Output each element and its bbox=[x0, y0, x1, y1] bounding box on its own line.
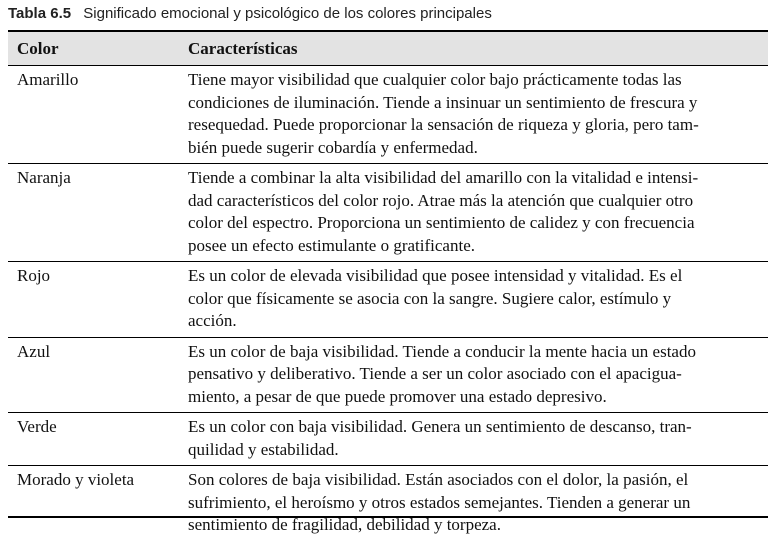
text-line: Es un color con baja visibilidad. Genera un sentimiento de descanso, tran- bbox=[188, 417, 692, 436]
table-row bbox=[8, 413, 768, 466]
row-characteristics bbox=[188, 469, 768, 537]
header-color: Color bbox=[17, 38, 59, 58]
header-characteristics: Características bbox=[188, 38, 298, 58]
row-characteristics bbox=[188, 265, 768, 333]
table-row bbox=[8, 466, 768, 541]
text-line: Tiene mayor visibilidad que cualquier color bajo prácticamente todas las bbox=[188, 70, 682, 89]
row-color: Rojo bbox=[17, 266, 51, 285]
text-line: resequedad. Puede proporcionar la sensación de riqueza y gloria, pero tam- bbox=[188, 115, 699, 134]
text-line: sentimiento de fragilidad, debilidad y torpeza. bbox=[188, 515, 501, 534]
row-characteristics bbox=[188, 416, 768, 461]
row-color: Azul bbox=[17, 341, 51, 361]
text-line: Son colores de baja visibilidad. Están asociados con el dolor, la pasión, el bbox=[188, 470, 689, 489]
table-row bbox=[8, 164, 768, 262]
table-header bbox=[8, 32, 768, 66]
row-color: Verde bbox=[17, 417, 57, 436]
row-color: Amarillo bbox=[17, 70, 79, 89]
row-characteristics bbox=[188, 167, 768, 257]
table-number: Tabla 6.5 bbox=[8, 5, 72, 22]
text-line: pensativo y deliberativo. Tiende a ser un color asociado con el apacigua- bbox=[188, 364, 682, 383]
text-line: Es un color de elevada visibilidad que posee intensidad y vitalidad. Es el bbox=[188, 266, 683, 285]
table-row bbox=[8, 66, 768, 164]
text-line: acción. bbox=[188, 311, 237, 330]
text-line: quilidad y estabilidad. bbox=[188, 439, 339, 459]
text-line: bién puede sugerir cobardía y enfermedad. bbox=[188, 137, 478, 157]
table-row bbox=[8, 338, 768, 414]
row-color: Naranja bbox=[17, 168, 71, 187]
text-line: dad característicos del color rojo. Atrae más la atención que cualquier otro bbox=[188, 190, 694, 210]
text-line: color del espectro. Proporciona un sentimiento de calidez y con frecuencia bbox=[188, 213, 695, 232]
text-line: color que físicamente se asocia con la sangre. Sugiere calor, estímulo y bbox=[188, 288, 672, 308]
row-color: Morado y violeta bbox=[17, 470, 135, 489]
text-line: posee un efecto estimulante o gratificante. bbox=[188, 235, 475, 255]
row-characteristics bbox=[188, 69, 768, 159]
text-line: Es un color de baja visibilidad. Tiende a conducir la mente hacia un estado bbox=[188, 341, 696, 361]
text-line: Tiende a combinar la alta visibilidad del amarillo con la vitalidad e intensi- bbox=[188, 168, 699, 187]
table-caption bbox=[8, 5, 492, 22]
text-line: condiciones de iluminación. Tiende a insinuar un sentimiento de frescura y bbox=[188, 92, 698, 112]
table-title: Significado emocional y psicológico de los colores principales bbox=[83, 5, 492, 22]
table-row bbox=[8, 262, 768, 338]
row-characteristics bbox=[188, 341, 768, 409]
colors-table bbox=[8, 30, 768, 534]
text-line: sufrimiento, el heroísmo y otros estados semejantes. Tienden a generar un bbox=[188, 492, 691, 512]
text-line: miento, a pesar de que puede promover una estado depresivo. bbox=[188, 386, 607, 406]
